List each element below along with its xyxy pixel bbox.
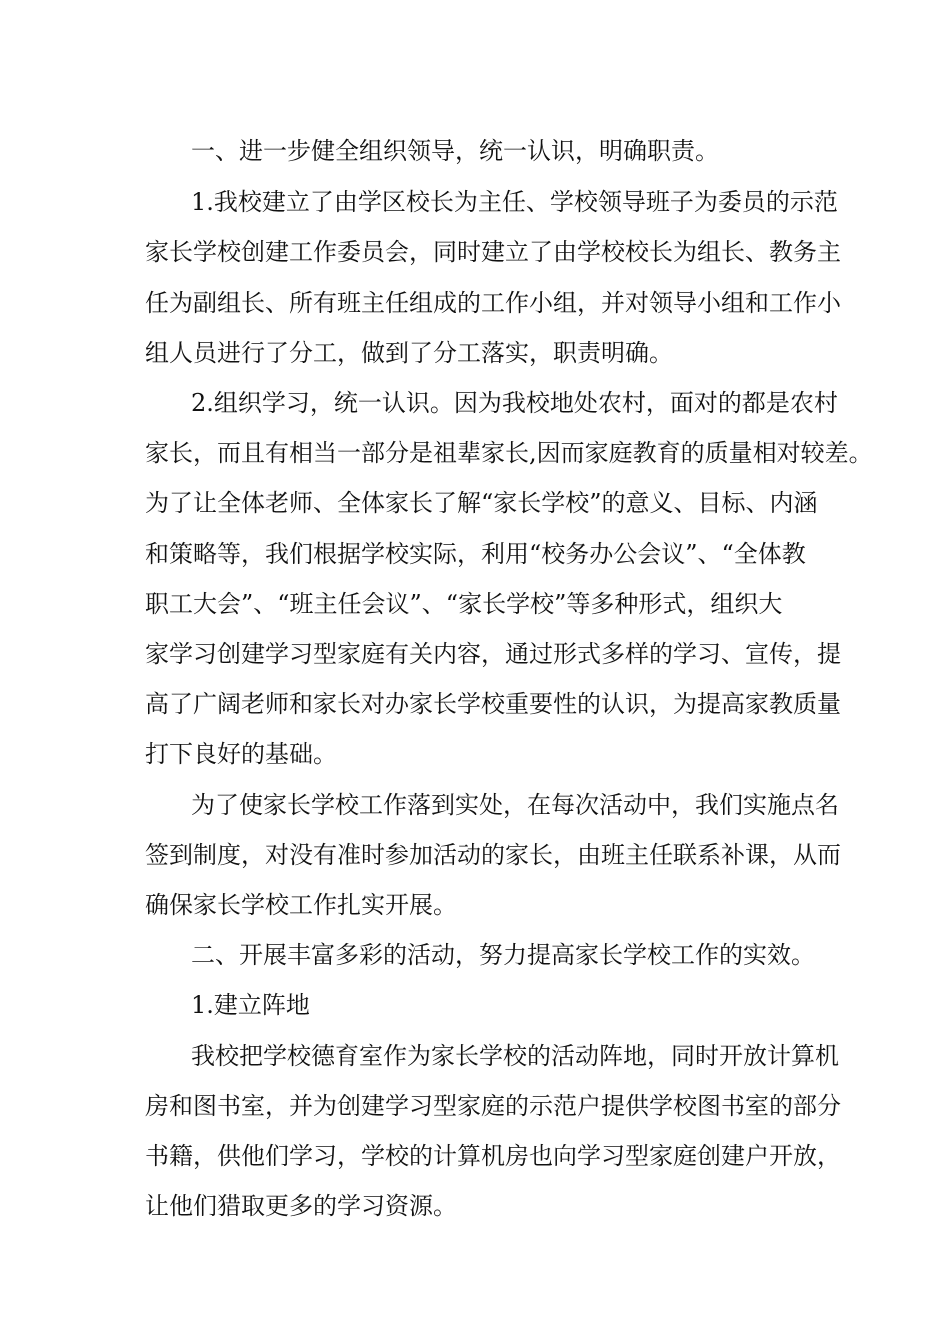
paragraph-line: 和策略等，我们根据学校实际，利用“校务办公会议”、“全体教	[145, 540, 806, 568]
paragraph-line: 确保家长学校工作扎实开展。	[145, 891, 457, 919]
paragraph-line: 房和图书室，并为创建学习型家庭的示范户提供学校图书室的部分	[145, 1092, 841, 1120]
paragraph-line: 我校把学校德育室作为家长学校的活动阵地，同时开放计算机	[191, 1042, 839, 1070]
paragraph-line: 为了让全体老师、全体家长了解“家长学校”的意义、目标、内涵	[145, 489, 818, 517]
paragraph-line: 高了广阔老师和家长对办家长学校重要性的认识，为提高家教质量	[145, 690, 841, 718]
paragraph-line: 家学习创建学习型家庭有关内容，通过形式多样的学习、宣传，提	[145, 640, 841, 668]
paragraph-line: 任为副组长、所有班主任组成的工作小组，并对领导小组和工作小	[145, 289, 841, 317]
paragraph-line: 组人员进行了分工，做到了分工落实，职责明确。	[145, 339, 673, 367]
heading-section-2: 二、开展丰富多彩的活动，努力提高家长学校工作的实效。	[191, 941, 815, 969]
paragraph-line: 签到制度，对没有准时参加活动的家长，由班主任联系补课，从而	[145, 841, 841, 869]
paragraph-line: 书籍，供他们学习，学校的计算机房也向学习型家庭创建户开放，	[145, 1142, 841, 1170]
paragraph-line: 职工大会”、“班主任会议”、“家长学校”等多种形式，组织大	[145, 590, 783, 618]
paragraph-line: 1.我校建立了由学区校长为主任、学校领导班子为委员的示范	[191, 188, 838, 216]
paragraph-line: 为了使家长学校工作落到实处，在每次活动中，我们实施点名	[191, 791, 839, 819]
paragraph-line: 2.组织学习，统一认识。因为我校地处农村，面对的都是农村	[191, 389, 838, 417]
paragraph-line: 让他们猎取更多的学习资源。	[145, 1192, 457, 1220]
paragraph-line: 家长学校创建工作委员会，同时建立了由学校校长为组长、教务主	[145, 238, 841, 266]
paragraph-line: 家长，而且有相当一部分是祖辈家长,因而家庭教育的质量相对较差。	[145, 439, 873, 467]
subheading: 1.建立阵地	[191, 991, 310, 1019]
paragraph-line: 打下良好的基础。	[145, 740, 337, 768]
heading-section-1: 一、进一步健全组织领导，统一认识，明确职责。	[191, 137, 719, 165]
